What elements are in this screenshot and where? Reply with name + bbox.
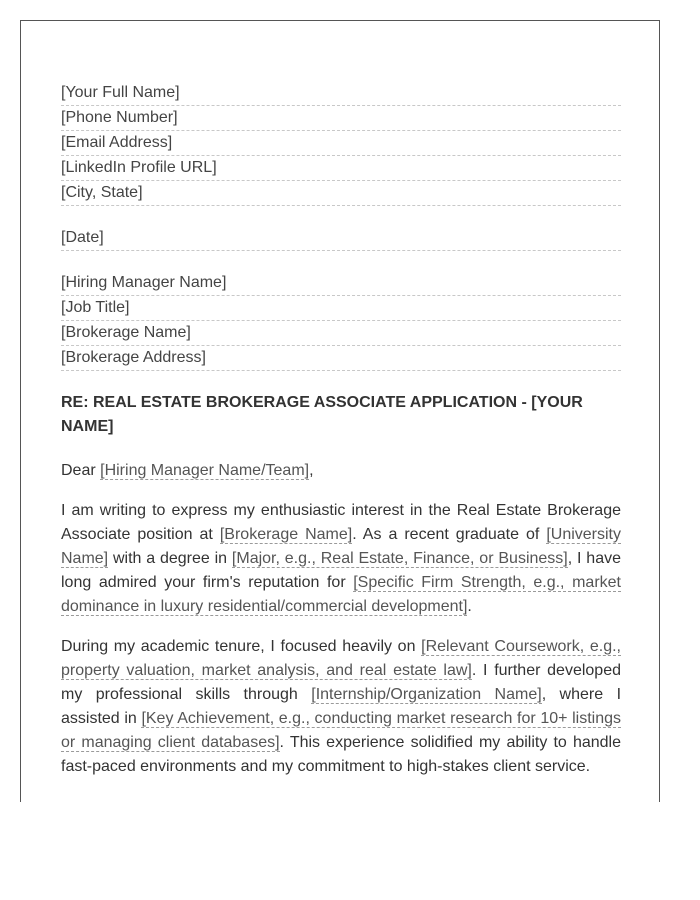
letter-page (20, 20, 660, 802)
brokerage-name-placeholder[interactable]: [Brokerage Name] (219, 526, 353, 543)
body-paragraph-1 (61, 499, 621, 619)
sender-phone[interactable]: [Phone Number] (61, 106, 621, 131)
firm-strength-placeholder[interactable]: [Specific Firm Strength, e.g., market dominance in luxury residential/commercial development] (61, 574, 621, 615)
university-name-placeholder[interactable]: [University Name] (61, 526, 621, 567)
sender-city-state[interactable]: [City, State] (61, 181, 621, 206)
sender-email[interactable]: [Email Address] (61, 131, 621, 156)
internship-placeholder[interactable]: [Internship/Organization Name] (311, 686, 542, 703)
recipient-brokerage-name[interactable]: [Brokerage Name] (61, 321, 621, 346)
sender-block (61, 81, 621, 206)
spacer (61, 251, 621, 271)
recipient-job-title[interactable]: [Job Title] (61, 296, 621, 321)
paragraph-text: with a degree in (108, 550, 232, 567)
recipient-hiring-manager[interactable]: [Hiring Manager Name] (61, 271, 621, 296)
coursework-placeholder[interactable]: [Relevant Coursework, e.g., property valuation, market analysis, and real estate law] (61, 638, 621, 679)
paragraph-text: . As a recent graduate of (352, 526, 547, 543)
salutation (61, 459, 621, 483)
key-achievement-placeholder[interactable]: [Key Achievement, e.g., conducting market research for 10+ listings or managing client databases] (61, 710, 621, 751)
paragraph-text: , I have long admired your firm's reputation for (61, 550, 622, 591)
paragraph-text: . This experience solidified my ability to handle fast-paced environments and my commitment to high-stakes client service. (61, 734, 621, 775)
letter-date[interactable]: [Date] (61, 226, 621, 251)
paragraph-text: , where I assisted in (61, 686, 622, 727)
paragraph-text: . I further developed my professional skills through (61, 662, 621, 703)
recipient-brokerage-address[interactable]: [Brokerage Address] (61, 346, 621, 371)
salutation-name-placeholder[interactable]: [Hiring Manager Name/Team] (100, 462, 310, 479)
paragraph-text: I am writing to express my enthusiastic interest in the Real Estate Brokerage Associate position at (61, 502, 621, 543)
salutation-prefix: Dear (61, 462, 101, 479)
paragraph-text: . (467, 598, 472, 615)
spacer (61, 206, 621, 226)
paragraph-text: During my academic tenure, I focused heavily on (61, 638, 422, 655)
re-subject-line: RE: REAL ESTATE BROKERAGE ASSOCIATE APPLICATION - [YOUR NAME] (61, 394, 583, 435)
sender-full-name[interactable]: [Your Full Name] (61, 81, 621, 106)
letter-content (61, 81, 621, 779)
sender-linkedin[interactable]: [LinkedIn Profile URL] (61, 156, 621, 181)
salutation-suffix: , (309, 462, 314, 479)
body-paragraph-2 (61, 635, 621, 779)
major-placeholder[interactable]: [Major, e.g., Real Estate, Finance, or Business] (231, 550, 568, 567)
recipient-block (61, 271, 621, 371)
